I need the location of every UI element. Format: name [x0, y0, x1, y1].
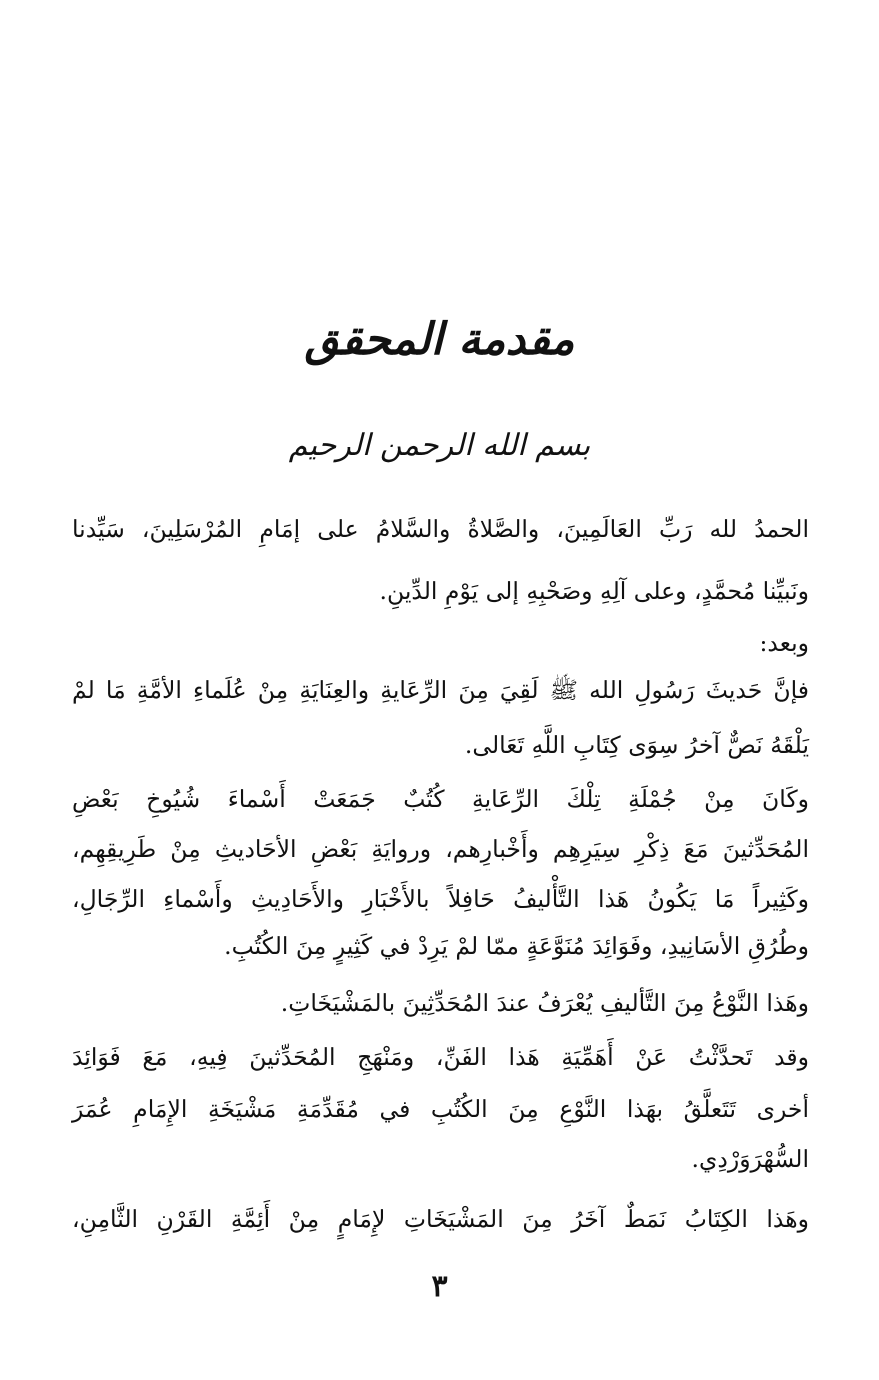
- text-line: الحمدُ لله رَبِّ العَالَمِينَ، والصَّلاةُ والسَّلامُ على إمَامِ المُرْسَلِينَ، سَيِّدنا: [72, 515, 809, 543]
- text-line: أخرى تَتَعلَّقُ بهَذا النَّوْعِ مِنَ الكُتُبِ في مُقَدِّمَةِ مَشْيَخَةِ الإِمَامِ عُمَرَ: [72, 1095, 809, 1123]
- page-title: مقدمة المحقق: [304, 314, 575, 365]
- page-number: ٣: [431, 1269, 448, 1304]
- text-line: وقد تَحدَّثْتُ عَنْ أَهَمِّيَةِ هَذا الفَنِّ، ومَنْهَجِ المُحَدِّثينَ فِيهِ، مَعَ فَوَائِدَ: [72, 1043, 809, 1071]
- text-line: وهَذا النَّوْعُ مِنَ التَّأليفِ يُعْرَفُ عندَ المُحَدِّثِينَ بالمَشْيَخَاتِ.: [280, 989, 809, 1017]
- text-line: وكَثِيراً مَا يَكُونُ هَذا التَّأْليفُ حَافِلاً بالأَخْبَارِ والأَحَادِيثِ وأَسْماءِ الرِّجَالِ،: [72, 885, 809, 913]
- text-line: وكَانَ مِنْ جُمْلَةِ تِلْكَ الرِّعَايةِ كُتُبٌ جَمَعَتْ أَسْماءَ شُيُوخِ بَعْضِ: [72, 785, 809, 813]
- text-line: المُحَدِّثينَ مَعَ ذِكْرِ سِيَرِهِم وأَخْبارِهم، وروايَةِ بَعْضِ الأحَاديثِ مِنْ طَرِيقِهِم،: [72, 835, 809, 863]
- text-line: وطُرُقِ الأسَانِيدِ، وفَوَائِدَ مُنَوَّعَةٍ ممّا لمْ يَرِدْ في كَثِيرٍ مِنَ الكُتُبِ.: [224, 932, 809, 960]
- text-line: يَلْقَهُ نَصٌّ آخرُ سِوَى كِتَابِ اللَّهِ تَعَالى.: [464, 731, 809, 759]
- basmala: بسم الله الرحمن الرحيم: [288, 428, 591, 463]
- text-line: وهَذا الكِتَابُ نَمَطٌ آخَرُ مِنَ المَشْيَخَاتِ لإِمَامٍ مِنْ أَئِمَّةِ القَرْنِ الثَّامِنِ،: [72, 1205, 809, 1233]
- text-line: وبعد:: [759, 629, 809, 657]
- text-line: السُّهْرَوَرْدِي.: [691, 1145, 809, 1173]
- text-line: فإنَّ حَديثَ رَسُولِ الله ﷺ لَقِيَ مِنَ الرِّعَايةِ والعِنَايَةِ مِنْ عُلَماءِ الأمَّةِ مَا لمْ: [72, 676, 809, 704]
- text-line: ونَبيِّنا مُحمَّدٍ، وعلى آلِهِ وصَحْبِهِ إلى يَوْمِ الدِّينِ.: [379, 577, 809, 605]
